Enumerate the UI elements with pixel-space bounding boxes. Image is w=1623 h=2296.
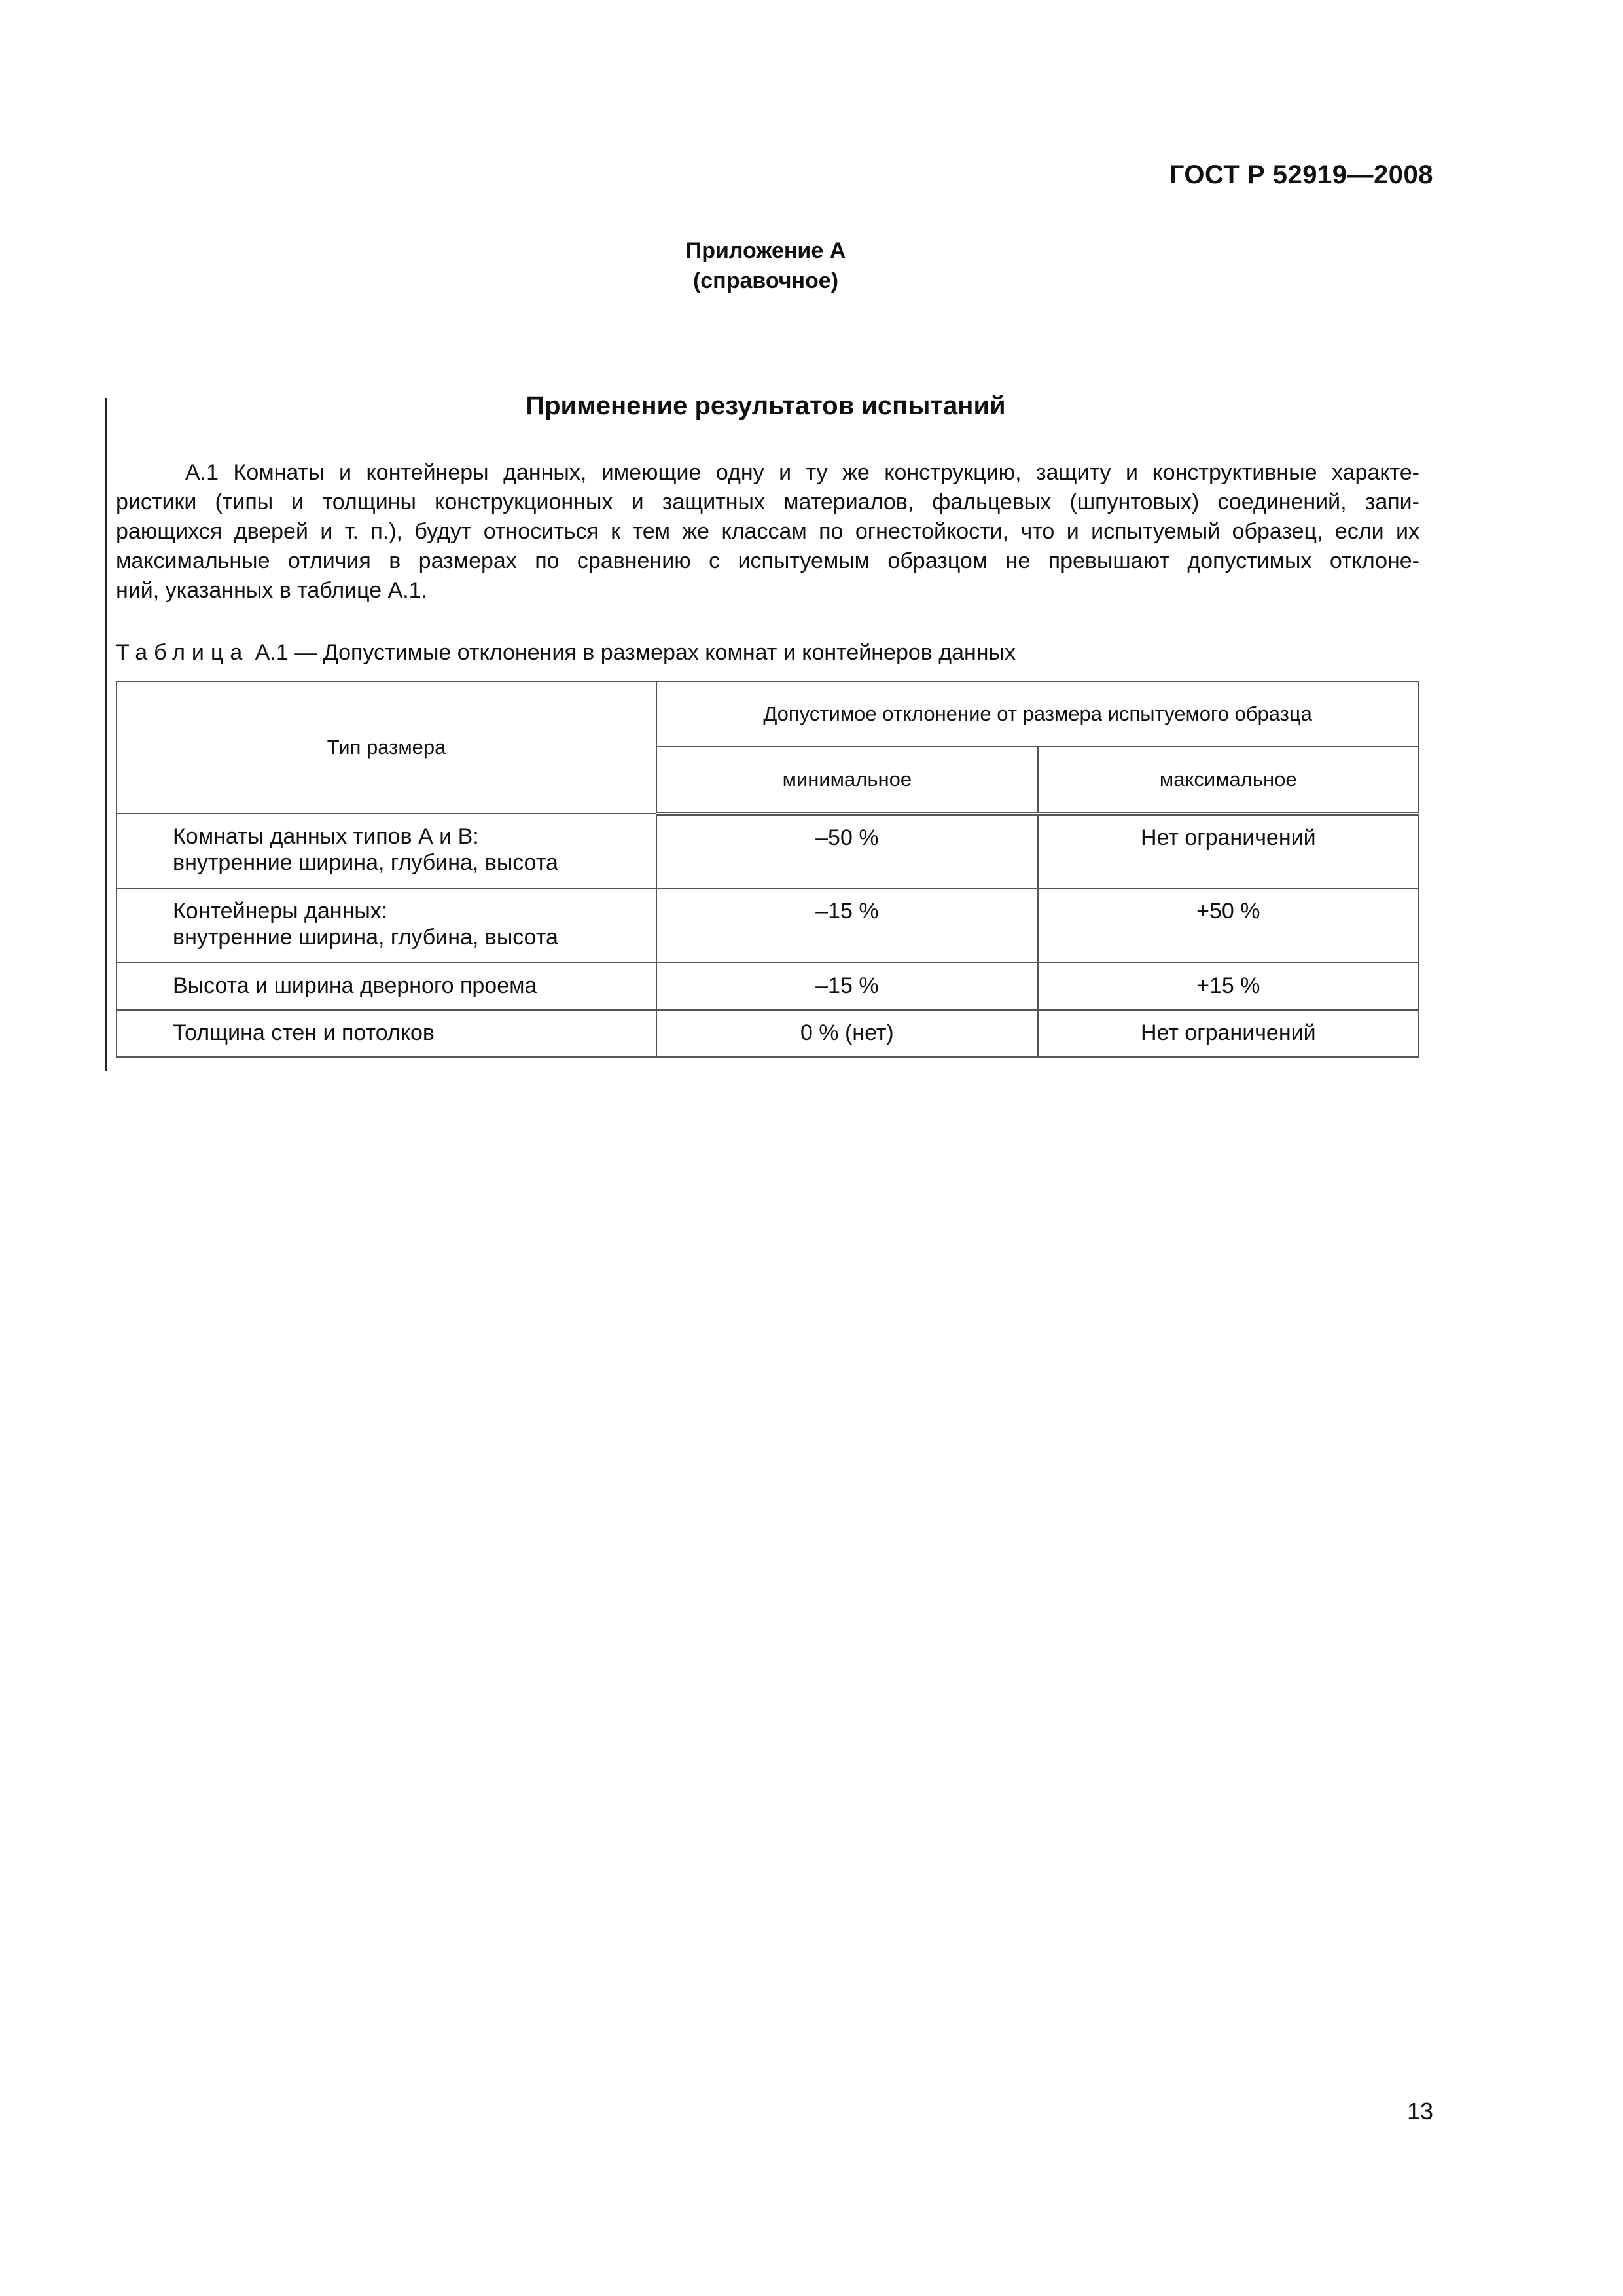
cell-max: +15 %: [1038, 963, 1419, 1010]
cell-type-line: Контейнеры данных:: [173, 899, 388, 924]
table-row: [116, 814, 1419, 888]
cell-type-line: Высота и ширина дверного проема: [173, 973, 537, 998]
table-caption-label: Таблица: [116, 640, 249, 665]
cell-max: +50 %: [1038, 888, 1419, 963]
header-cell-type: Тип размера: [116, 681, 656, 814]
table-caption: [116, 640, 1016, 666]
deviation-table: [116, 681, 1419, 1058]
cell-type: [116, 1010, 656, 1057]
cell-type-line: внутренние ширина, глубина, высота: [173, 925, 558, 950]
cell-type: [116, 814, 656, 888]
page-number: 13: [1406, 2098, 1433, 2125]
paragraph-line: ний, указанных в таблице А.1.: [116, 578, 428, 603]
cell-min: –15 %: [656, 888, 1037, 963]
paragraph-a1: [116, 458, 1419, 605]
cell-type-line: Толщина стен и потолков: [173, 1020, 435, 1045]
cell-type: [116, 888, 656, 963]
cell-type: [116, 963, 656, 1010]
cell-type-line: внутренние ширина, глубина, высота: [173, 850, 558, 875]
header-cell-deviation: Допустимое отклонение от размера испытуемого образца: [656, 681, 1419, 747]
table-row: [116, 963, 1419, 1010]
table-caption-text: А.1 — Допустимые отклонения в размерах комнат и контейнеров данных: [255, 640, 1016, 665]
cell-min: –15 %: [656, 963, 1037, 1010]
header-cell-min: минимальное: [656, 747, 1037, 814]
appendix-title: Приложение А: [685, 238, 846, 263]
paragraph-line: максимальные отличия в размерах по сравнению с испытуемым образцом не превышают допустимых отклоне-: [116, 548, 1419, 573]
paragraph-line: ристики (типы и толщины конструкционных и защитных материалов, фальцевых (шпунтовых) соединений, запи-: [116, 490, 1419, 514]
document-code: ГОСТ Р 52919—2008: [1169, 160, 1433, 189]
change-margin-bar: [105, 398, 107, 1071]
table-row: [116, 888, 1419, 963]
cell-type-line: Комнаты данных типов А и В:: [173, 824, 479, 849]
appendix-heading: [0, 236, 1531, 296]
paragraph-line: рающихся дверей и т. п.), будут относиться к тем же классам по огнестойкости, что и испытуемый образец, если их: [116, 519, 1419, 544]
table-row: [116, 1010, 1419, 1057]
cell-max: Нет ограничений: [1038, 1010, 1419, 1057]
appendix-kind: (справочное): [692, 268, 839, 293]
cell-min: –50 %: [656, 814, 1037, 888]
header-cell-max: максимальное: [1038, 747, 1419, 814]
section-title: Применение результатов испытаний: [526, 391, 1006, 420]
paragraph-line: А.1 Комнаты и контейнеры данных, имеющие одну и ту же конструкцию, защиту и конструктивные характе-: [185, 460, 1419, 485]
cell-max: Нет ограничений: [1038, 814, 1419, 888]
cell-min: 0 % (нет): [656, 1010, 1037, 1057]
